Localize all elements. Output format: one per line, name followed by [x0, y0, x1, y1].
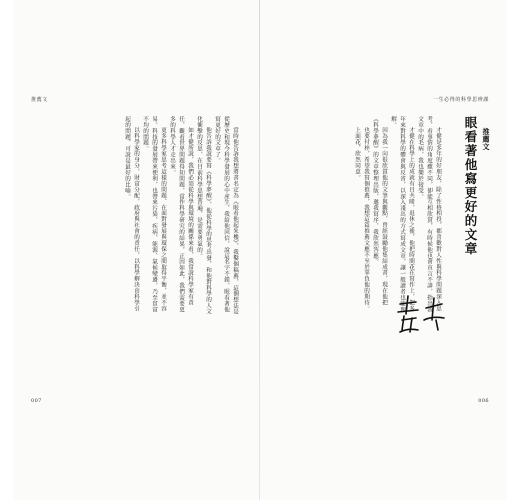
paragraph: 也要付梓，希望我寫個推薦，我想這篇推薦文應不至於辜負他的期待。 [363, 127, 369, 312]
paragraph: 如才健所說，我們必須從科學與環境的關係來看，我常說科學家有責任，觀看世界問題得知問題，當作科學研究的結果，正因如此，我們需要更多的科學人才走出來。 [169, 116, 193, 313]
paragraph: 更多科學家思考這樣的問題、在面對發展與環保之間取得平衡，並不容易。科技的發展帶來便利，也帶來污染、疾病、能源、氣候變遷，乃至貧富不均的問題。 [142, 116, 166, 313]
handwritten-signature [390, 290, 450, 338]
running-header: 一生必得的科學思辨課 [432, 97, 489, 103]
page-number: 006 [478, 398, 489, 404]
running-header: 推薦文 [31, 97, 48, 103]
left-page [13, 0, 259, 500]
paragraph: 才健在科學上的成就有目共睹，退休之後，他把時間花在寫作上，把多年來對科學的體會與反省，以深入淺出的方式寫成文章，讓一般讀者也能理解。 [390, 116, 414, 313]
paragraph: 當時他告訴我想將書名定為《眼看他起朱樓》，我鑿個稿薦，這個想法是從歷史和現今科學發展的心中產生，我給他回信，說這名字不錯，眼看著他寫更好的文章了。 [214, 116, 238, 315]
page-number: 007 [31, 398, 42, 404]
section-label: 推薦文 [482, 128, 491, 151]
paragraph: 以科學家的身分，財富分配，政府與社會的責任，以科學解決由科學引起的問題，可說是最好的比喻。 [124, 116, 139, 312]
paragraph: 他告訴我說要寫《科學夢醒》，他從科學的思考出發，和他對科學的人文化衝擊的反思，在目前科學思想普遍，是需要勇氣的。 [196, 116, 211, 315]
right-page [260, 0, 507, 500]
paragraph: 才健是多年的好朋友，除了性格相投，都喜歡對人性與科學問題深入思考，看事情的角度雖不同，卻能互相欣賞，有時候他也會直言不諱，指出我文章中的毛病，我也樂於接受。 [417, 116, 441, 313]
article-title: 眼看著他寫更好的文章 [463, 116, 478, 256]
body-text [43, 116, 239, 316]
paragraph: 因為我一向很欣賞他的文筆與觀點，曾經鼓勵他集結成書，現在他把《科學夢醒》的文章整理出版，邀我寫序，我欣然答應。 [372, 116, 387, 306]
paragraph: 上面花，欣然同意。 [354, 127, 360, 181]
body-text [272, 116, 442, 316]
